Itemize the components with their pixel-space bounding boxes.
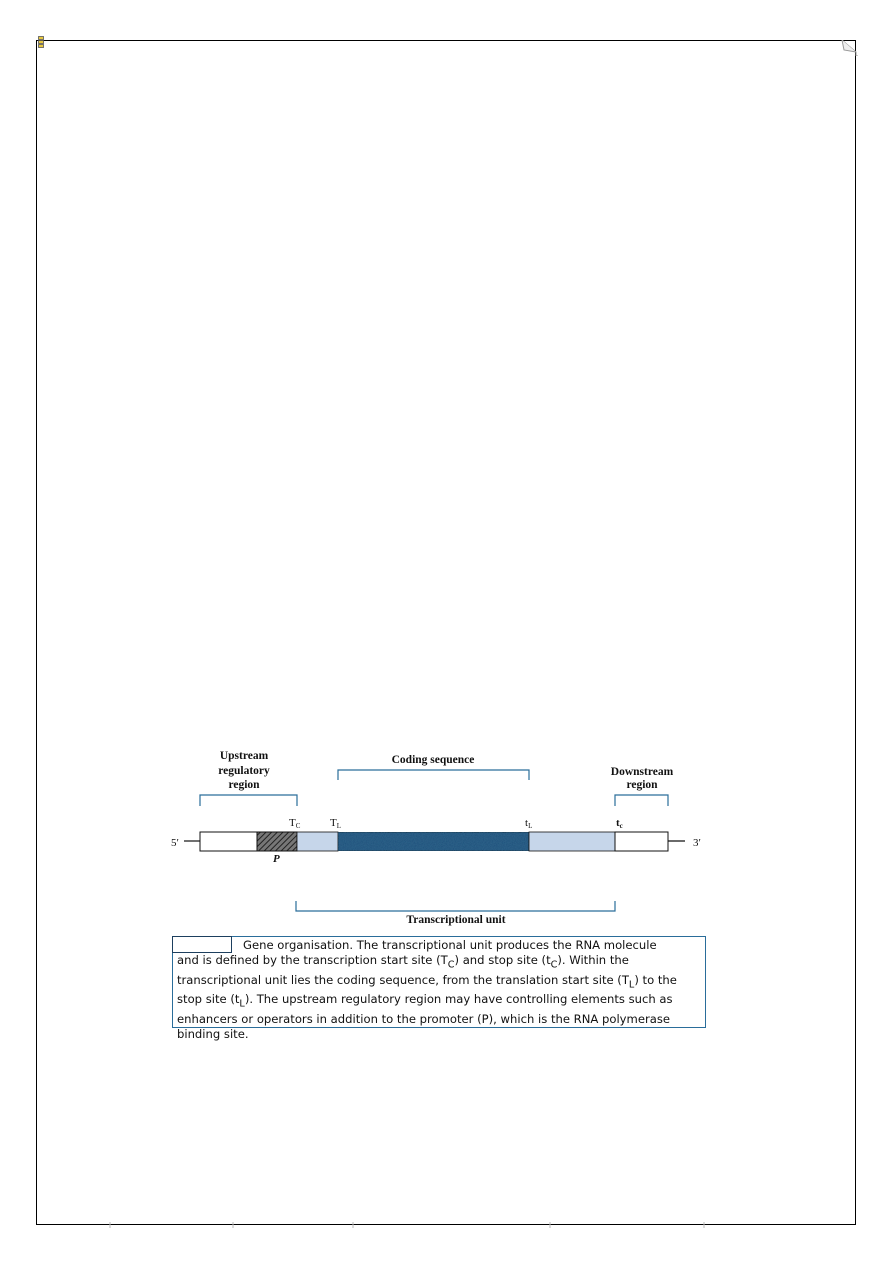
tl-stop-label: tL [525,817,533,830]
tl-start-label: TL [330,817,342,830]
coding-sequence-label: Coding sequence [391,754,475,766]
figure-caption [172,936,706,1041]
promoter-label: P [273,853,280,865]
tc-start-label: TC [289,817,301,830]
caption-line-2: and is defined by the transcription start site $(T_C)$ and stop site $(t_C)$. Within the [177,952,629,970]
five-prime-label: 5′ [171,837,179,849]
tc-stop-label: tc [616,817,623,830]
figure-number-box [172,936,232,953]
footer-ticks [36,1222,856,1228]
upstream-label-line1: Upstream [219,750,269,762]
downstream-label-line1: Downstream [610,766,674,778]
corner-fold-icon [840,40,858,56]
caption-line-5: enhancers or operators in addition to the promoter (P), which is the RNA polymerase [177,1012,671,1027]
anchor-icon [37,36,45,48]
three-prime-label: 3′ [693,837,701,849]
transcriptional-unit-label: Transcriptional unit [406,914,506,926]
caption-line-1: Gene organisation. The transcriptional unit produces the RNA molecule [243,938,657,952]
caption-line-4: stop site $(t_L)$. The upstream regulatory region may have controlling elements such as [177,992,673,1010]
upstream-label-line2: regulatory [218,765,270,777]
page-frame [36,40,856,1225]
upstream-label-line3: region [228,779,260,791]
downstream-label-line2: region [626,779,658,791]
caption-line-6: binding site. [177,1026,249,1041]
caption-line-3: transcriptional unit lies the coding sequence, from the translation start site $(T_L)$ to the [177,972,677,990]
